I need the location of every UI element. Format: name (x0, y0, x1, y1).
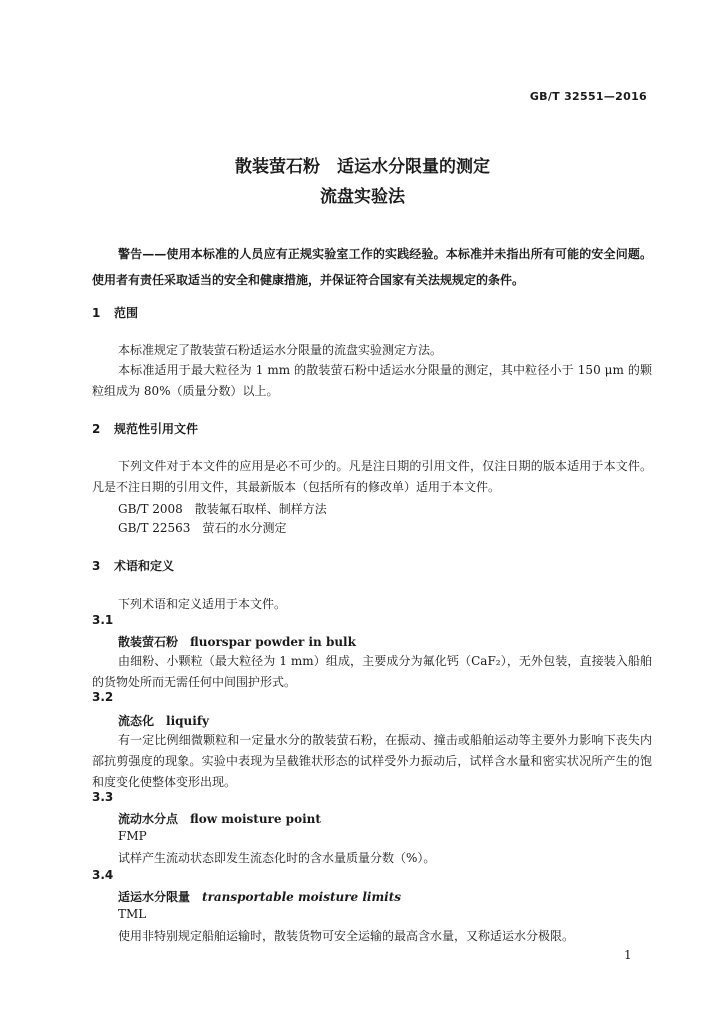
clause-number: 3.4 (92, 868, 114, 882)
references-paragraph: 下列文件对于本文件的应用是必不可少的。凡是注日期的引用文件，仅注日期的版本适用于本文件。凡是不注日期的引用文件，其最新版本（包括所有的修改单）适用于本文件。 (92, 459, 652, 494)
title-line-2: 流盘实验法 (320, 187, 405, 207)
section-number: 3 (92, 559, 101, 573)
scope-paragraph-1: 本标准规定了散装萤石粉适运水分限量的流盘实验测定方法。 (118, 343, 443, 357)
term-definition: 使用非特别规定船舶运输时，散装货物可安全运输的最高含水量，又称适运水分极限。 (118, 929, 575, 943)
standard-number: GB/T 32551—2016 (529, 90, 647, 103)
clause-number: 3.1 (92, 613, 114, 627)
term-entry (118, 712, 209, 729)
term-entry (118, 888, 401, 905)
term-english: liquify (166, 714, 209, 728)
clause-number: 3.2 (92, 690, 114, 704)
page-number: 1 (624, 948, 632, 962)
section-1-heading (92, 304, 138, 321)
term-chinese: 散装萤石粉 (118, 635, 179, 649)
terms-intro: 下列术语和定义适用于本文件。 (118, 597, 287, 611)
reference-item: GB/T 22563 萤石的水分测定 (118, 521, 287, 535)
section-title: 范围 (114, 306, 139, 320)
term-chinese: 适运水分限量 (118, 890, 191, 904)
term-chinese: 流态化 (118, 714, 155, 728)
reference-item: GB/T 2008 散装氟石取样、制样方法 (118, 502, 327, 516)
term-english: transportable moisture limits (202, 890, 402, 904)
term-definition: 试样产生流动状态即发生流态化时的含水量质量分数（%）。 (118, 851, 436, 865)
term-chinese: 流动水分点 (118, 812, 179, 826)
term-definition: 由细粉、小颗粒（最大粒径为 1 mm）组成，主要成分为氟化钙（CaF₂），无外包装，直接装入船舶的货物处所而无需任何中间围护形式。 (92, 654, 652, 689)
section-title: 术语和定义 (114, 559, 175, 573)
scope-paragraph-2: 本标准适用于最大粒径为 1 mm 的散装萤石粉中适运水分限量的测定，其中粒径小于 150 μm 的颗粒组成为 80%（质量分数）以上。 (92, 363, 652, 398)
warning-paragraph: 警告——使用本标准的人员应有正规实验室工作的实践经验。本标准并未指出所有可能的安全问题。使用者有责任采取适当的安全和健康措施，并保证符合国家有关法规规定的条件。 (92, 247, 652, 287)
clause-number: 3.3 (92, 790, 114, 804)
term-abbreviation: TML (118, 907, 147, 921)
term-entry (118, 810, 321, 827)
term-definition: 有一定比例细微颗粒和一定量水分的散装萤石粉，在振动、撞击或船舶运动等主要外力影响下丧失内部抗剪强度的现象。实验中表现为呈截锥状形态的试样受外力振动后，试样含水量和密实状况所产生的饱和度变化使整体变形出现。 (92, 733, 652, 789)
term-abbreviation: FMP (118, 829, 147, 843)
section-number: 1 (92, 306, 101, 320)
section-2-heading (92, 420, 198, 437)
term-english: fluorspar powder in bulk (190, 635, 356, 649)
term-entry (118, 633, 356, 650)
section-number: 2 (92, 422, 101, 436)
section-title: 规范性引用文件 (114, 422, 199, 436)
term-english: flow moisture point (190, 812, 321, 826)
section-3-heading (92, 557, 174, 574)
title-line-1: 散装萤石粉 适运水分限量的测定 (235, 157, 490, 177)
